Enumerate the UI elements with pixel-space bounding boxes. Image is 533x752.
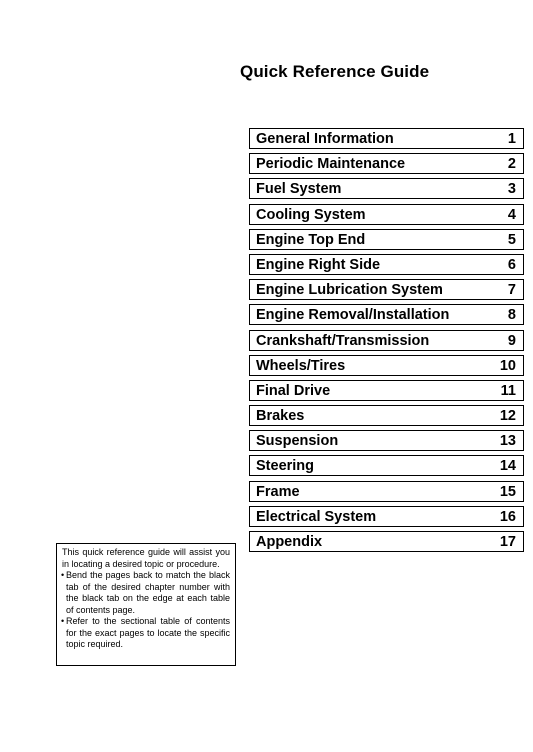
chapter-row-fuel-system[interactable] xyxy=(249,178,524,199)
chapter-title: Electrical System xyxy=(256,508,377,525)
chapter-list xyxy=(249,128,524,556)
chapter-number: 10 xyxy=(499,357,516,374)
chapter-title: Suspension xyxy=(256,433,339,450)
chapter-row-brakes[interactable] xyxy=(249,405,524,426)
usage-note-bullet-text: Refer to the sectional table of contents for the exact pages to locate the specific topic required. xyxy=(66,616,230,649)
chapter-title: Wheels/Tires xyxy=(256,357,346,374)
chapter-number: 7 xyxy=(507,282,516,299)
chapter-title: Brakes xyxy=(256,408,305,425)
chapter-number: 15 xyxy=(499,483,516,500)
bullet-mark: • xyxy=(61,570,65,580)
usage-note-bullets xyxy=(62,570,230,651)
usage-note-bullet xyxy=(62,570,230,616)
chapter-row-engine-removal-installation[interactable] xyxy=(249,304,524,325)
chapter-row-engine-lubrication-system[interactable] xyxy=(249,279,524,300)
chapter-row-steering[interactable] xyxy=(249,455,524,476)
chapter-number: 14 xyxy=(499,458,516,475)
usage-note-box xyxy=(56,543,236,666)
chapter-row-suspension[interactable] xyxy=(249,430,524,451)
usage-note-bullet xyxy=(62,616,230,651)
chapter-row-wheels-tires[interactable] xyxy=(249,355,524,376)
chapter-row-frame[interactable] xyxy=(249,481,524,502)
chapter-title: Engine Lubrication System xyxy=(256,282,443,299)
chapter-number: 16 xyxy=(499,508,516,525)
usage-note-bullet-text: Bend the pages back to match the black tab of the desired chapter number with the black tab on the edge at each table of contents page. xyxy=(66,570,230,615)
chapter-title: Engine Right Side xyxy=(256,256,381,273)
chapter-row-periodic-maintenance[interactable] xyxy=(249,153,524,174)
chapter-number: 17 xyxy=(499,534,516,550)
chapter-number: 12 xyxy=(499,408,516,425)
chapter-number: 2 xyxy=(507,156,516,173)
chapter-row-crankshaft-transmission[interactable] xyxy=(249,330,524,351)
chapter-title: Crankshaft/Transmission xyxy=(256,332,430,349)
chapter-number: 11 xyxy=(500,382,516,399)
chapter-row-electrical-system[interactable] xyxy=(249,506,524,527)
chapter-title: Steering xyxy=(256,458,315,475)
chapter-title: General Information xyxy=(256,131,394,147)
chapter-number: 13 xyxy=(499,433,516,450)
chapter-number: 6 xyxy=(507,256,516,273)
chapter-row-final-drive[interactable] xyxy=(249,380,524,401)
chapter-number: 8 xyxy=(507,307,516,324)
chapter-number: 1 xyxy=(507,131,516,147)
chapter-row-engine-top-end[interactable] xyxy=(249,229,524,250)
page-title: Quick Reference Guide xyxy=(240,62,430,81)
chapter-row-cooling-system[interactable] xyxy=(249,204,524,225)
chapter-row-engine-right-side[interactable] xyxy=(249,254,524,275)
chapter-title: Frame xyxy=(256,483,300,500)
usage-note-intro: This quick reference guide will assist you in locating a desired topic or procedure. xyxy=(62,547,230,569)
chapter-title: Engine Top End xyxy=(256,231,366,248)
chapter-number: 5 xyxy=(507,231,516,248)
chapter-title: Cooling System xyxy=(256,206,366,223)
chapter-number: 4 xyxy=(507,206,516,223)
chapter-row-general-information[interactable] xyxy=(249,128,524,149)
chapter-title: Engine Removal/Installation xyxy=(256,307,450,324)
chapter-title: Appendix xyxy=(256,534,323,550)
chapter-title: Fuel System xyxy=(256,181,342,198)
chapter-number: 3 xyxy=(507,181,516,198)
chapter-title: Final Drive xyxy=(256,382,331,399)
chapter-title: Periodic Maintenance xyxy=(256,156,406,173)
chapter-number: 9 xyxy=(507,332,516,349)
chapter-row-appendix[interactable] xyxy=(249,531,524,552)
bullet-mark: • xyxy=(61,616,65,626)
